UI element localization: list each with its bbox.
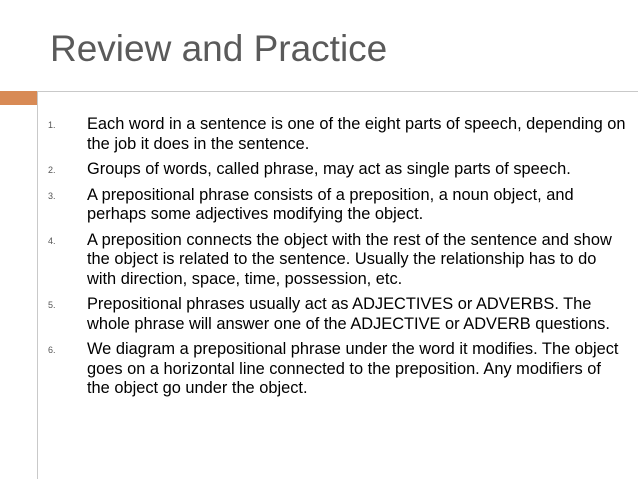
list-item <box>48 231 628 290</box>
vertical-divider <box>37 91 38 479</box>
list-item <box>48 115 628 154</box>
list-item-number: 1. <box>48 120 56 130</box>
list-item <box>48 340 628 399</box>
list-item-text: Each word in a sentence is one of the eight parts of speech, depending on the job it does in the sentence. <box>87 115 626 153</box>
list-item-text: Groups of words, called phrase, may act as single parts of speech. <box>87 160 571 178</box>
list-item <box>48 295 628 334</box>
numbered-list <box>48 115 628 405</box>
list-item-text: A prepositional phrase consists of a preposition, a noun object, and perhaps some adjectives modifying the object. <box>87 185 574 223</box>
horizontal-divider <box>37 91 638 92</box>
title-accent-block <box>0 91 37 105</box>
list-item-number: 6. <box>48 345 56 355</box>
list-item-number: 4. <box>48 235 56 246</box>
list-item-number: 5. <box>48 300 56 310</box>
list-item-text: Prepositional phrases usually act as ADJECTIVES or ADVERBS. The whole phrase will answer one of the ADJECTIVE or ADVERB questions. <box>87 295 610 333</box>
list-item-number: 2. <box>48 165 56 175</box>
list-item-number: 3. <box>48 190 56 201</box>
slide-title: Review and Practice <box>50 28 388 69</box>
list-item-text: We diagram a prepositional phrase under the word it modifies. The object goes on a horizontal line connected to the preposition. Any modifiers of the object go under the object. <box>87 340 619 397</box>
list-item-text: A preposition connects the object with the rest of the sentence and show the object is related to the sentence. Usually the relationship has to do with direction, space, time, possession, etc. <box>87 230 612 288</box>
list-item <box>48 160 628 180</box>
list-item <box>48 186 628 225</box>
